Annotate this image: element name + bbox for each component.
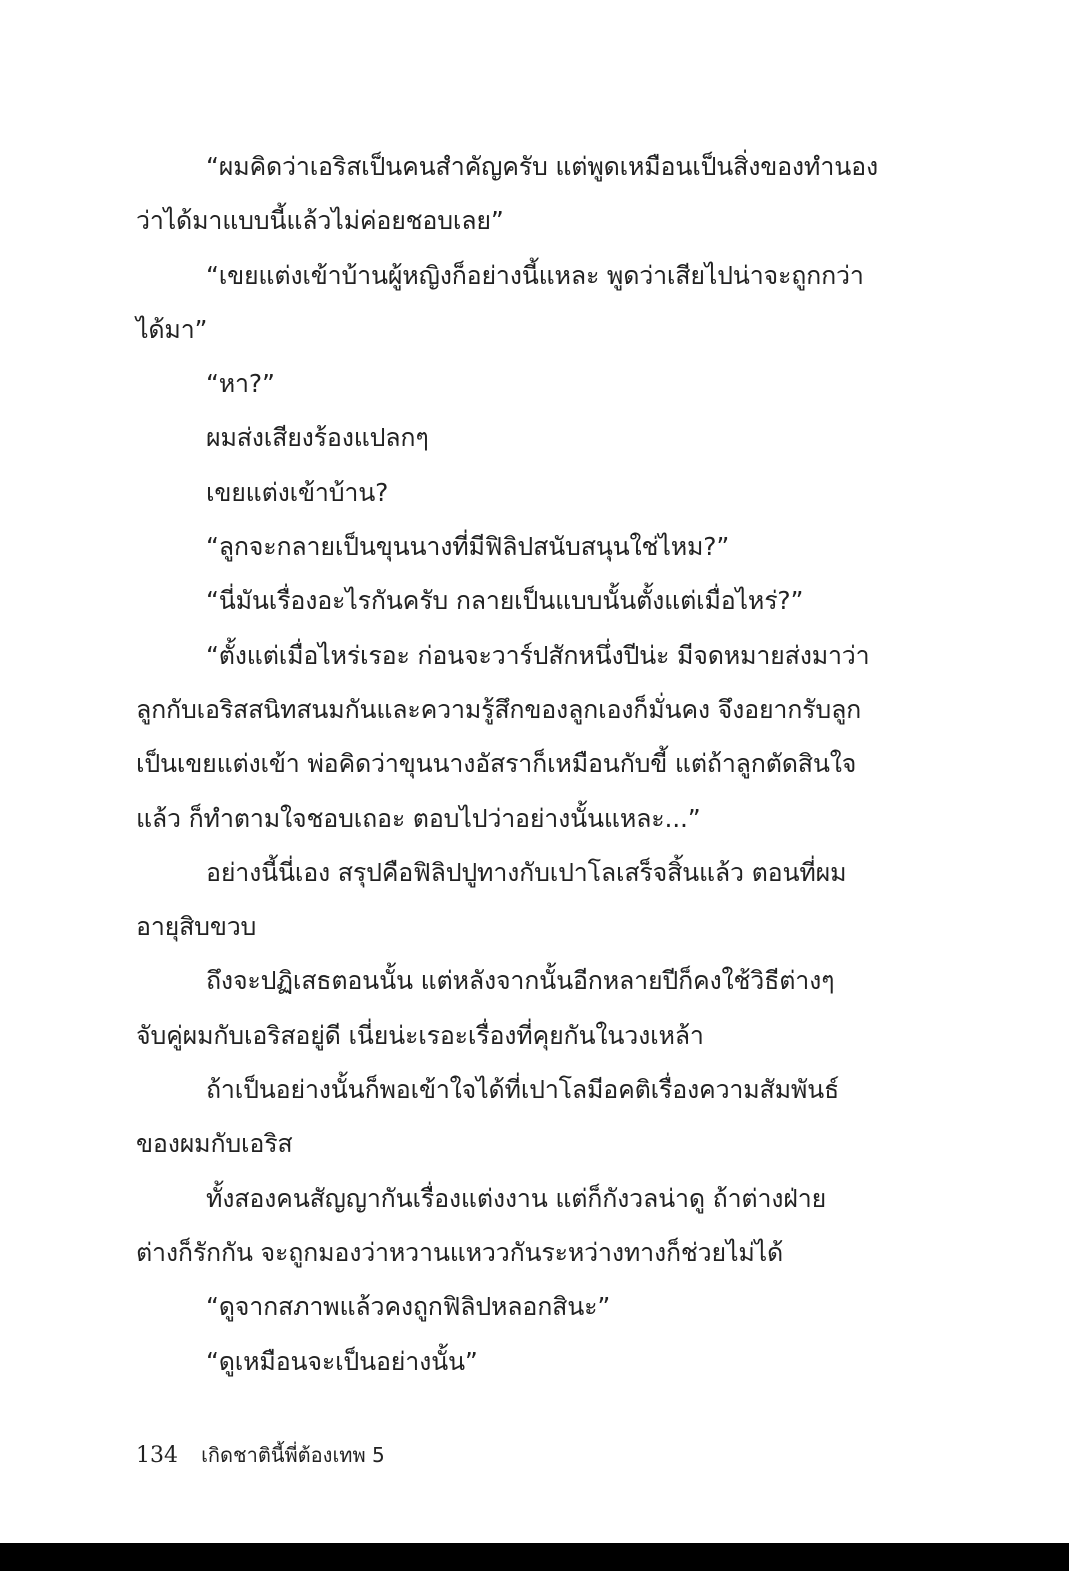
text-line: ถ้าเป็นอย่างนั้นก็พอเข้าใจได้ที่เปาโลมีอคติเรื่องความสัมพันธ์ — [206, 1075, 840, 1105]
bottom-black-bar — [0, 1543, 1069, 1571]
text-line: อายุสิบขวบ — [136, 912, 257, 942]
text-body — [136, 140, 876, 1389]
text-line: เขยแต่งเข้าบ้าน? — [206, 477, 389, 507]
text-line: ว่าได้มาแบบนี้แล้วไม่ค่อยชอบเลย” — [136, 206, 504, 236]
text-line: ทั้งสองคนสัญญากันเรื่องแต่งงาน แต่ก็กังวลน่าดู ถ้าต่างฝ่าย — [206, 1183, 827, 1213]
text-line: “หา?” — [206, 369, 275, 399]
text-line: “ตั้งแต่เมื่อไหร่เรอะ ก่อนจะวาร์ปสักหนึ่งปีน่ะ มีจดหมายส่งมาว่า — [206, 640, 870, 670]
text-line: เป็นเขยแต่งเข้า พ่อคิดว่าขุนนางอัสราก็เหมือนกับขี้ แต่ถ้าลูกตัดสินใจ — [136, 749, 857, 779]
page-number: 134 — [136, 1443, 178, 1468]
text-line: แล้ว ก็ทำตามใจชอบเถอะ ตอบไปว่าอย่างนั้นแหละ...” — [136, 803, 701, 833]
text-line: อย่างนี้นี่เอง สรุปคือฟิลิปปูทางกับเปาโลเสร็จสิ้นแล้ว ตอนที่ผม — [206, 857, 847, 887]
text-line: ลูกกับเอริสสนิทสนมกันและความรู้สึกของลูกเองก็มั่นคง จึงอยากรับลูก — [136, 694, 862, 724]
text-line: ต่างก็รักกัน จะถูกมองว่าหวานแหววกันระหว่างทางก็ช่วยไม่ได้ — [136, 1237, 784, 1267]
text-line: ได้มา” — [136, 314, 208, 344]
text-line: จับคู่ผมกับเอริสอยู่ดี เนี่ยน่ะเรอะเรื่องที่คุยกันในวงเหล้า — [136, 1020, 704, 1050]
text-line: “ผมคิดว่าเอริสเป็นคนสำคัญครับ แต่พูดเหมือนเป็นสิ่งของทำนอง — [206, 152, 878, 181]
text-line: “นี่มันเรื่องอะไรกันครับ กลายเป็นแบบนั้นตั้งแต่เมื่อไหร่?” — [206, 586, 804, 616]
text-line: “ดูเหมือนจะเป็นอย่างนั้น” — [206, 1346, 478, 1376]
text-line: “ลูกจะกลายเป็นขุนนางที่มีฟิลิปสนับสนุนใช่ไหม?” — [206, 532, 730, 562]
text-line: ของผมกับเอริส — [136, 1129, 293, 1159]
text-line: “เขยแต่งเข้าบ้านผู้หญิงก็อย่างนี้แหละ พูดว่าเสียไปน่าจะถูกกว่า — [206, 260, 864, 290]
text-line: “ดูจากสภาพแล้วคงถูกฟิลิปหลอกสินะ” — [206, 1292, 611, 1322]
text-line: ถึงจะปฏิเสธตอนนั้น แต่หลังจากนั้นอีกหลายปีก็คงใช้วิธีต่างๆ — [206, 966, 835, 996]
text-line: ผมส่งเสียงร้องแปลกๆ — [206, 423, 429, 453]
page-footer — [136, 1440, 385, 1470]
book-title: เกิดชาตินี้พี่ต้องเทพ 5 — [201, 1443, 385, 1467]
